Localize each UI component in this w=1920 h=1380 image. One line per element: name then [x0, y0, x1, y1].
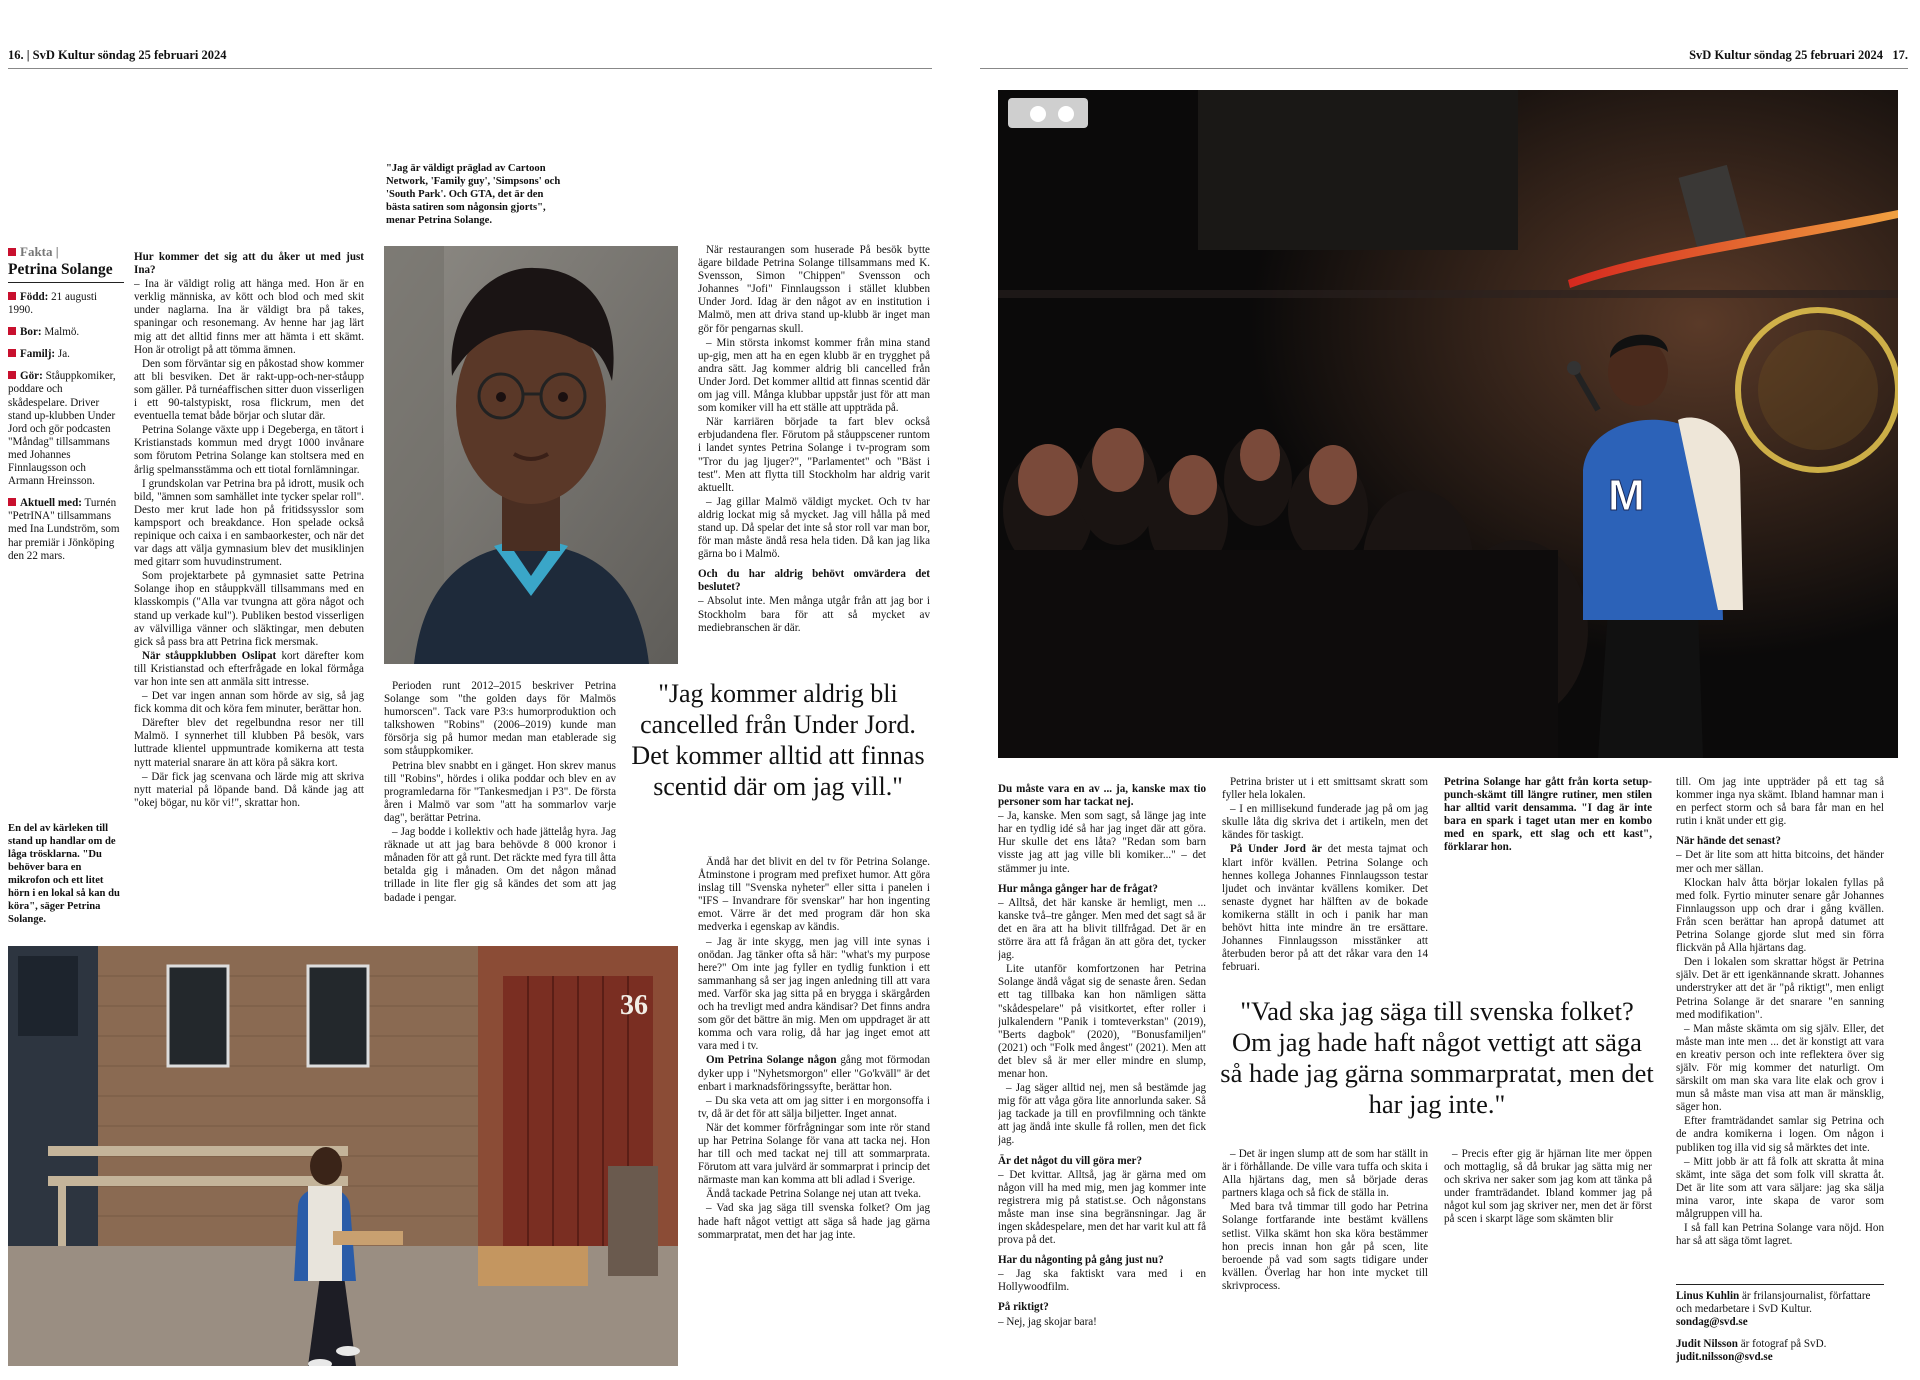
fact-item-key: Bor:	[20, 326, 42, 339]
body-paragraph: – Jag gillar Malmö väldigt mycket. Och tv har aldrig lockat mig så mycket. Jag vill hålla på med stand up. Då spelar det inte så stor roll var man bor, för man måste ändå resa hela tiden. Då kan jag lika gärna bo i Malmö.	[698, 495, 930, 561]
fact-item-value: 21 augusti 1990.	[8, 291, 98, 317]
article-column-r2-bottom	[1222, 1148, 1428, 1368]
body-paragraph: Den som förväntar sig en påkostad show kommer att bli besviken. Det är rakt-upp-och-ner-ståupp som gäller. På turnéaffischen sitter duon visserligen i ett 90-talstypiskt, rosa flickrum, men det eventuella temat både börjar och slutar där.	[134, 357, 364, 423]
interview-question: Hur många gånger har de frågat?	[998, 882, 1158, 895]
fact-box-items	[8, 291, 124, 563]
body-paragraph: Den i lokalen som skrattar högst är Petrina själv. Det är ett igenkännande skratt. Johannes understryker att det är "på riktigt", men enligt Petrina Solange är det snarare "en sanning med modifikation".	[1676, 956, 1884, 1021]
page-folio-text: SvD Kultur söndag 25 februari 2024	[1689, 48, 1883, 62]
body-paragraph: – Ina är väldigt rolig att hänga med. Hon är en verklig människa, av kött och blod och med skit under naglarna. Ina är väldigt bra på takes, spaningar och resonemang. Av henne har jag lärt mig att det alltid finns mer att hämta i ett skämt. Hon är otroligt på att tömma ämnen.	[134, 278, 364, 356]
fact-item-value: Ja.	[55, 348, 70, 361]
portrait-photo	[384, 246, 678, 664]
body-paragraph: Petrina Solange växte upp i Degeberga, en tätort i Kristianstads kommun med drygt 1000 invånare som förutom Petrina Solange kan stoltsera med en årlig spelmansstämma och ett tiotal fornlämningar.	[134, 424, 364, 476]
body-paragraph: Som projektarbete på gymnasiet satte Petrina Solange ihop en ståuppkväll tillsammans med en klasskompis ("Alla var tvungna att göra något och stand up verkade kul"). Publiken bestod visserligen av välvilliga vänner och släktingar, men debuten gick så pass bra att Petrina fick mersmak.	[134, 570, 364, 648]
body-paragraph: – Jag ska faktiskt vara med i en Hollywoodfilm.	[998, 1268, 1206, 1294]
byline-writer-text: är frilansjournalist, författare och medarbetare i SvD Kultur.	[1676, 1290, 1871, 1316]
fact-item-key: Gör:	[20, 370, 43, 383]
fact-box-label: Fakta |	[20, 244, 59, 259]
body-paragraph: – Det kvittar. Alltså, jag är gärna med om någon vill ha med mig, men jag kommer inte registrera mig på statist.se. Och någonstans måste man inse sina begränsningar. Jag är ingen skådespelare, men det har varit kul att få prova på det.	[998, 1168, 1206, 1247]
section-lead-paragraph	[134, 650, 364, 689]
header-rule-right	[980, 68, 1908, 69]
fact-item	[8, 326, 124, 339]
paragraph-text: det mesta tajmat och klart inför kvällen. Petrina Solange och hennes kollega Johannes Finnlaugsson testar ljudet och inväntar kvällens komiker. Det senaste dygnet har hälften av de bokade komikerna ställt in och i panik har man behövt hitta inte mindre än tre ersättare. Johannes Finnlaugsson misstänker att återbuden beror på att det råkar vara den 14 februari.	[1222, 843, 1428, 974]
article-column-r1	[998, 776, 1206, 1368]
door-number: 36	[620, 990, 648, 1021]
article-column-r3-bottom	[1444, 1148, 1652, 1368]
fact-item-key: Familj:	[20, 348, 56, 361]
fact-item	[8, 348, 124, 361]
fact-bullet	[8, 292, 16, 300]
interview-question: Och du har aldrig behövt omvärdera det beslutet?	[698, 568, 930, 594]
body-paragraph: – Min största inkomst kommer från mina stand up-gig, men att ha en egen klubb är en trygghet på andra sätt. Jag kommer aldrig bli cancelled från Under Jord. Det kommer alltid att finnas scentid där om jag vill. Många klubbar uppstår just för att man som komiker vill ha ett ställe att uppträda på.	[698, 336, 930, 415]
interview-question: Har du någonting på gång just nu?	[998, 1254, 1164, 1267]
fact-item	[8, 291, 124, 317]
byline-photographer-text: är fotograf på SvD.	[1737, 1338, 1827, 1350]
article-column-3-bottom	[698, 856, 930, 1368]
interview-question: På riktigt?	[998, 1301, 1049, 1314]
paragraph-text: kort därefter kom till Kristianstad och efterfrågade en lokal förmåga var hon inte sen att anmäla sitt intresse.	[134, 649, 364, 688]
paragraph-text: gång mot förmodan dyker upp i "Nyhetsmorgon" eller "Go'kväll" är det enbart i marknadsföringssyfte, berättar hon.	[698, 1054, 930, 1093]
body-paragraph: – Det var ingen annan som hörde av sig, så jag fick komma dit och köra fem minuter, berättar hon.	[134, 690, 364, 716]
interview-question: Du måste vara en av ... ja, kanske max tio personer som har tackat nej.	[998, 783, 1206, 809]
body-paragraph: – Det är lite som att hitta bitcoins, det händer mer och mer sällan.	[1676, 849, 1884, 875]
portrait-caption: "Jag är väldigt präglad av Cartoon Network, 'Family guy', 'Simpsons' och 'South Park'. Och GTA, det är den bästa satiren som någonsin gjorts", menar Petrina Solange.	[386, 163, 561, 226]
fact-item-key: Aktuell med:	[20, 497, 82, 510]
body-paragraph: Petrina brister ut i ett smittsamt skratt som fyller hela lokalen.	[1222, 776, 1428, 802]
byline-writer	[1676, 1290, 1884, 1329]
body-paragraph: Lite utanför komfortzonen har Petrina Solange ändå vågat sig de senaste åren. Sedan ett tag tillbaka kan hon nämligen sätta "skådespelare" på visitkortet, efter roller i julkalendern "Panik i tomteverkstan" (2019), "Berts dagbok" (2020), "Bonusfamiljen" (2021) och "Folk med ångest" (2021). Men att det blev så är mer eller mindre en slump, menar hon.	[998, 963, 1206, 1080]
body-paragraph: Klockan halv åtta börjar lokalen fyllas på med folk. Fyrtio minuter senare går Johannes Finnlaugsson upp och drar i gång kvällen. Från scen berättar han apropå datumet att Petrina Solange gjorde slut med sin förra flickvän på Alla hjärtans dag.	[1676, 876, 1884, 955]
stage-photo	[998, 90, 1898, 758]
article-column-r2-top	[1222, 776, 1428, 981]
header-rule	[8, 68, 932, 69]
portrait-image	[384, 246, 678, 664]
svg-text:M: M	[1608, 471, 1645, 520]
fact-bullet	[8, 349, 16, 357]
byline-rule	[1676, 1284, 1884, 1285]
photo-caption: Petrina Solange har gått från korta setup-punch-skämt till längre rutiner, men stilen har alltid varit densamma. "I dag är inte bara en spark i taget utan mer en kombo med en spark, ett slag och ett kast", förklarar hon.	[1444, 776, 1652, 854]
body-paragraph: – Absolut inte. Men många utgår från att jag bor i Stockholm bara för att så mycket av mediebranschen är där.	[698, 595, 930, 634]
interview-question: När hände det senast?	[1676, 835, 1781, 848]
interview-question: Hur kommer det sig att du åker ut med just Ina?	[134, 251, 364, 277]
body-paragraph: Med bara två timmar till godo har Petrina Solange fortfarande inte bestämt kvällens setlist. Vilka skämt hon ska köra bestämmer hon precis innan hon går på scen, lite beroende på vad som sagts tidigare under kvällen. Överlag har hon inte mycket till skrivprocess.	[1222, 1201, 1428, 1292]
right-page	[980, 0, 1920, 1380]
page-folio-right	[1689, 48, 1908, 63]
section-lead-paragraph	[698, 1054, 930, 1093]
body-paragraph: Perioden runt 2012–2015 beskriver Petrina Solange som "the golden days för Malmös humorscen". Tack vare P3:s humorproduktion och talkshowen "Robins" (2006–2019) kunde man försörja sig på humor medan man etablerade sig som ståuppkomiker.	[384, 680, 616, 758]
body-paragraph: – Du ska veta att om jag sitter i en morgonsoffa i tv, då är det för att sälja biljetter. Inget annat.	[698, 1094, 930, 1120]
byline-photographer-email[interactable]: judit.nilsson@svd.se	[1676, 1351, 1773, 1364]
fact-bullet	[8, 327, 16, 335]
article-column-1	[134, 244, 364, 930]
body-paragraph: – Jag säger alltid nej, men så bestämde jag mig för att våga göra lite annorlunda saker. Så jag tackade ja till en provfilmning och tänkte att jag ändå inte skulle få rollen, men det fick jag.	[998, 1082, 1206, 1147]
body-paragraph: – Jag är inte skygg, men jag vill inte synas i onödan. Jag tänker ofta så här: "what's my purpose here?" Om inte jag fyller en tydlig funktion i ett sammanhang så ser jag ingen anledning till att vara med. Varför ska jag sitta på en brygga i skärgården och ha trevligt med andra kändisar? Det finns andra som gör det bättre än mig. Men om uppdraget är att komma och vara rolig, då har jag inget emot att vara med i tv.	[698, 935, 930, 1053]
fact-bullet	[8, 371, 16, 379]
fact-item-value: Turnén "PetrINA" tillsammans med Ina Lundström, som har premiär i Jönköping den 22 mars.	[8, 497, 120, 562]
body-paragraph: Ändå tackade Petrina Solange nej utan att tveka.	[706, 1188, 922, 1201]
section-lead-words: Om Petrina Solange någon	[706, 1054, 837, 1067]
street-photo-caption: En del av kärleken till stand up handlar om de låga trösklarna. "Du behöver bara en mikrofon och ett litet hörn i en lokal så kan du köra", säger Petrina Solange.	[8, 823, 120, 925]
street-photo	[8, 946, 678, 1366]
section-lead-words: När ståuppklubben Oslipat	[142, 649, 277, 662]
fact-box	[8, 243, 124, 572]
section-lead-words: På Under Jord är	[1230, 843, 1323, 856]
body-paragraph: Efter framträdandet samlar sig Petrina och de andra komikerna i logen. Om någon i publiken tog illa vid sig så märktes det inte.	[1676, 1115, 1884, 1154]
body-paragraph: I grundskolan var Petrina bra på idrott, musik och bild, "ämnen som samhället inte tycker spelar roll". Desto mer krut lade hon på fritidssysslor som kampsport och breakdance. Hon spelade också repinique och caixa i en sambaorkester, och när det var dags att välja gymnasium blev det musiklinjen med gitarr som huvudinstrument.	[134, 477, 364, 569]
byline-writer-email[interactable]: sondag@svd.se	[1676, 1316, 1748, 1329]
fact-box-rule	[8, 282, 124, 283]
fact-box-name: Petrina Solange	[8, 261, 113, 278]
body-paragraph: När restaurangen som huserade På besök bytte ägare bildade Petrina Solange tillsammans med K. Svensson, Simon "Chippen" Svensson och Johannes "Jofi" Finnlaugsson i stället klubben Under Jord. Idag är den något av en institution i Malmö, men att driva stand up-klubb är inget man gör för pengarnas skull.	[698, 244, 930, 335]
pull-quote-left: "Jag kommer aldrig bli cancelled från Under Jord. Det kommer alltid att finnas scentid där om jag vill."	[631, 679, 925, 801]
body-paragraph: – Precis efter gig är hjärnan lite mer öppen och mottaglig, så då brukar jag sätta mig ner och skriva ner saker som jag kom att tänka på under framträdandet. Ibland kommer jag på något kul som jag skriver ner, men det är först på scen i skarpt läge som skämten blir	[1444, 1148, 1652, 1226]
fact-item	[8, 370, 124, 488]
body-paragraph: – I en millisekund funderade jag på om jag skulle låta dig skriva det i artikeln, men det kändes för taskigt.	[1222, 803, 1428, 842]
fact-item-key: Född:	[20, 291, 49, 303]
body-paragraph: – Ja, kanske. Men som sagt, så länge jag inte har en tydlig idé så har jag inget där att göra. Hur skulle det ens låta? "Redan som barn visste jag att jag ville bli komiker..." – det stämmer ju inte.	[998, 810, 1206, 875]
body-paragraph: – Alltså, det här kanske är hemligt, men ... kanske två–tre gånger. Men med det sagt så är det en ära att ha blivit tillfrågad. Det är en större ära att få frågan än att göra det, tycker jag.	[998, 896, 1206, 962]
byline-writer-name: Linus Kuhlin	[1676, 1290, 1740, 1302]
page-folio: 16. | SvD Kultur söndag 25 februari 2024	[8, 48, 227, 62]
left-page	[0, 0, 940, 1380]
page-number: 17.	[1892, 48, 1908, 62]
article-column-2	[384, 680, 616, 930]
body-paragraph: När det kommer förfrågningar som inte rör stand up har Petrina Solange för vana att tacka nej. Hon har till och med tackat nej till att sommarprata. Förutom att vara julvärd är sommarprat i princip det närmaste man kan komma att bli adlad i Sverige.	[698, 1121, 930, 1187]
body-paragraph: – Mitt jobb är att få folk att skratta åt mina skämt, inte säga det som folk vill skratta åt. Det är lite som att vara säljare: jag ska sälja mina varor, inte skapa de varor som målgruppen vill ha.	[1676, 1155, 1884, 1220]
fact-item	[8, 497, 124, 562]
byline-photographer-name: Judit Nilsson	[1676, 1338, 1738, 1350]
body-paragraph: När karriären började ta fart blev också erbjudandena fler. Förutom på ståuppscener runtom i landet syntes Petrina Solange i tv-program som "Tror du jag ljuger?", "Parlamentet" och "Bäst i test". Men att flytta till Stockholm har aldrig varit aktuellt.	[698, 416, 930, 494]
body-paragraph: – Vad ska jag säga till svenska folket? Om jag hade haft något vettigt att säga så hade jag gärna sommarpratat, men det har jag inte.	[698, 1202, 930, 1241]
body-paragraph: – Det är ingen slump att de som har ställt in är i förhållande. De ville vara tuffa och skita i Alla hjärtans dag, men så började deras partners klaga och så fick de ställa in.	[1222, 1148, 1428, 1200]
body-paragraph: Därefter blev det regelbundna resor ner till Malmö. I synnerhet till klubben På besök, vars luttrade klientel uppmuntrade komikerna att testa nytt material snarare än att köra på säkra kort.	[134, 717, 364, 769]
byline-photographer	[1676, 1338, 1884, 1364]
body-paragraph: I så fall kan Petrina Solange vara nöjd. Hon har så att säga tömt lagret.	[1676, 1222, 1884, 1248]
stage-image	[998, 90, 1898, 758]
body-paragraph: – Nej, jag skojar bara!	[998, 1315, 1097, 1328]
body-paragraph: Ändå har det blivit en del tv för Petrina Solange. Åtminstone i program med prefixet humor. Att göra inslag till "Svenska nyheter" eller sitta i panelen i "IFS – Invandrare för svenskar" har hon ingenting emot. Värre är det med program där hon ska medverka i egenskap av kändis.	[698, 856, 930, 934]
body-paragraph: – Jag bodde i kollektiv och hade jättelåg hyra. Jag räknade ut att jag bara behövde 8 000 kronor i månaden för att gå runt. Det räckte med fyra till åtta betalda gig i månaden. Om det någon månad trillade in lite fler gig så kändes det som att jag badade i pengar.	[384, 826, 616, 904]
section-lead-paragraph	[1222, 843, 1428, 974]
street-image	[8, 946, 678, 1366]
body-paragraph: – Man måste skämta om sig själv. Eller, det måste man inte men ... det är konstigt att vara en kreativ person och inte reflektera över sig själv. För mig kommer det naturligt. Om särskilt om man ska vara lite elak och grov i mun så måste man visa att man är mänsklig, säger hon.	[1676, 1022, 1884, 1114]
article-column-r3-top	[1444, 776, 1652, 876]
interview-question: Är det något du vill göra mer?	[998, 1154, 1143, 1167]
article-column-r4	[1676, 776, 1884, 1264]
body-paragraph: – Där fick jag scenvana och lärde mig att skriva nytt material på löpande band. Då kände jag att "okej bögar, nu kör vi!", skrattar hon.	[134, 770, 364, 809]
body-paragraph: Petrina blev snabbt en i gänget. Hon skrev manus till "Robins", hördes i olika poddar och blev en av programledarna för "Tankesmedjan i P3". De första åren i Malmö var som "att ha sommarlov varje dag", berättar Petrina.	[384, 759, 616, 824]
fact-item-value: Ståuppkomiker, poddare och skådespelare. Driver stand up-klubben Under Jord och gör podcasten "Måndag" tillsammans med Johannes Finnlaugsson och Armann Hreinsson.	[8, 370, 116, 488]
pull-quote-right: "Vad ska jag säga till svenska folket? Om jag hade haft något vettigt att säga så hade jag gärna sommarpratat, men det har jag inte."	[1220, 996, 1654, 1119]
fact-bullet	[8, 498, 16, 506]
body-paragraph: till. Om jag inte uppträder på ett tag så kommer inga nya skämt. Ibland hamnar man i en perfect storm och så bara får man en hel rutin i knät under ett gig.	[1676, 776, 1884, 828]
fact-item-value: Malmö.	[41, 326, 80, 339]
article-column-3-top	[698, 244, 930, 664]
